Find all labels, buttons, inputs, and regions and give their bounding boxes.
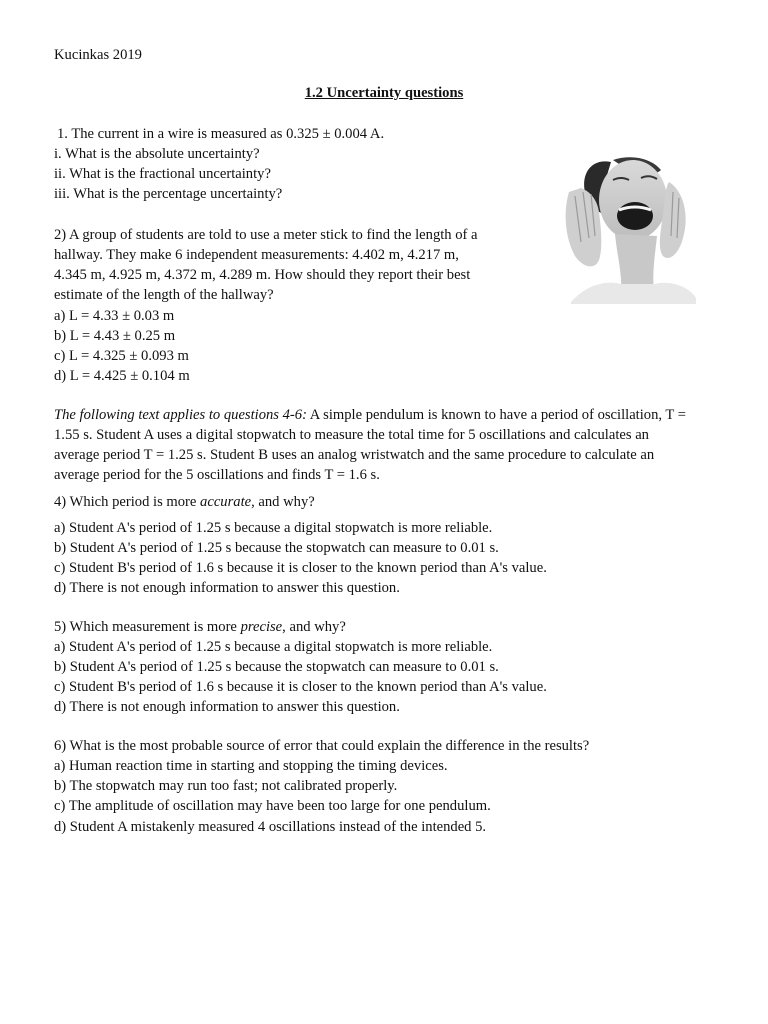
q5-stem	[54, 617, 346, 637]
q2-option-b: b) L = 4.43 ± 0.25 m	[54, 328, 176, 344]
q6-option-b: b) The stopwatch may run too fast; not calibrated properly.	[54, 778, 398, 794]
q1-stem: 1. The current in a wire is measured as 0.325 ± 0.004 A.	[57, 126, 385, 142]
intro-line-4: average period for the 5 oscillations and finds T = 1.6 s.	[54, 467, 380, 483]
intro-line-2: 1.55 s. Student A uses a digital stopwatch to measure the total time for 5 oscillations and calculates an	[54, 427, 649, 443]
document-header: Kucinkas 2019	[54, 47, 142, 63]
q2-option-c: c) L = 4.325 ± 0.093 m	[54, 348, 189, 364]
q2-option-a: a) L = 4.33 ± 0.03 m	[54, 308, 175, 324]
q2-line-3: 4.345 m, 4.925 m, 4.372 m, 4.289 m. How should they report their best	[54, 267, 471, 283]
q2-line-1: 2) A group of students are told to use a meter stick to find the length of a	[54, 227, 478, 243]
q2-option-d: d) L = 4.425 ± 0.104 m	[54, 368, 190, 384]
intro-rest: A simple pendulum is known to have a period of oscillation, T =	[306, 407, 686, 423]
q6-stem: 6) What is the most probable source of error that could explain the difference in the results?	[54, 738, 590, 754]
q4-option-c: c) Student B's period of 1.6 s because it is closer to the known period than A's value.	[54, 560, 547, 576]
q5-option-c: c) Student B's period of 1.6 s because it is closer to the known period than A's value.	[54, 679, 547, 695]
q4-option-b: b) Student A's period of 1.25 s because the stopwatch can measure to 0.01 s.	[54, 540, 499, 556]
q4-option-d: d) There is not enough information to answer this question.	[54, 580, 400, 596]
q5-option-d: d) There is not enough information to answer this question.	[54, 699, 400, 715]
page-title: 1.2 Uncertainty questions	[304, 85, 464, 101]
q4-stem-pre: 4) Which period is more	[54, 494, 201, 510]
q4-stem-post: , and why?	[251, 494, 315, 510]
q4-stem	[54, 492, 315, 512]
q5-stem-pre: 5) Which measurement is more	[54, 619, 241, 635]
screaming-person-image	[551, 152, 696, 304]
q2-line-4: estimate of the length of the hallway?	[54, 287, 274, 303]
intro-line-3: average period T = 1.25 s. Student B uses an analog wristwatch and the same procedure to calculate an	[54, 447, 655, 463]
q1-part-ii: ii. What is the fractional uncertainty?	[54, 166, 271, 182]
q5-option-b: b) Student A's period of 1.25 s because the stopwatch can measure to 0.01 s.	[54, 659, 499, 675]
q6-option-d: d) Student A mistakenly measured 4 oscillations instead of the intended 5.	[54, 819, 487, 835]
q2-line-2: hallway. They make 6 independent measurements: 4.402 m, 4.217 m,	[54, 247, 459, 263]
q5-stem-post: , and why?	[282, 619, 346, 635]
intro-line-1	[54, 405, 686, 425]
q6-option-c: c) The amplitude of oscillation may have been too large for one pendulum.	[54, 798, 491, 814]
q5-option-a: a) Student A's period of 1.25 s because a digital stopwatch is more reliable.	[54, 639, 493, 655]
q1-part-i: i. What is the absolute uncertainty?	[54, 146, 260, 162]
q4-stem-emphasis: accurate	[200, 494, 252, 510]
q6-option-a: a) Human reaction time in starting and stopping the timing devices.	[54, 758, 448, 774]
intro-lead: The following text applies to questions 4-6:	[54, 407, 307, 423]
q4-option-a: a) Student A's period of 1.25 s because a digital stopwatch is more reliable.	[54, 520, 493, 536]
q5-stem-emphasis: precise	[240, 619, 283, 635]
q1-part-iii: iii. What is the percentage uncertainty?	[54, 186, 283, 202]
